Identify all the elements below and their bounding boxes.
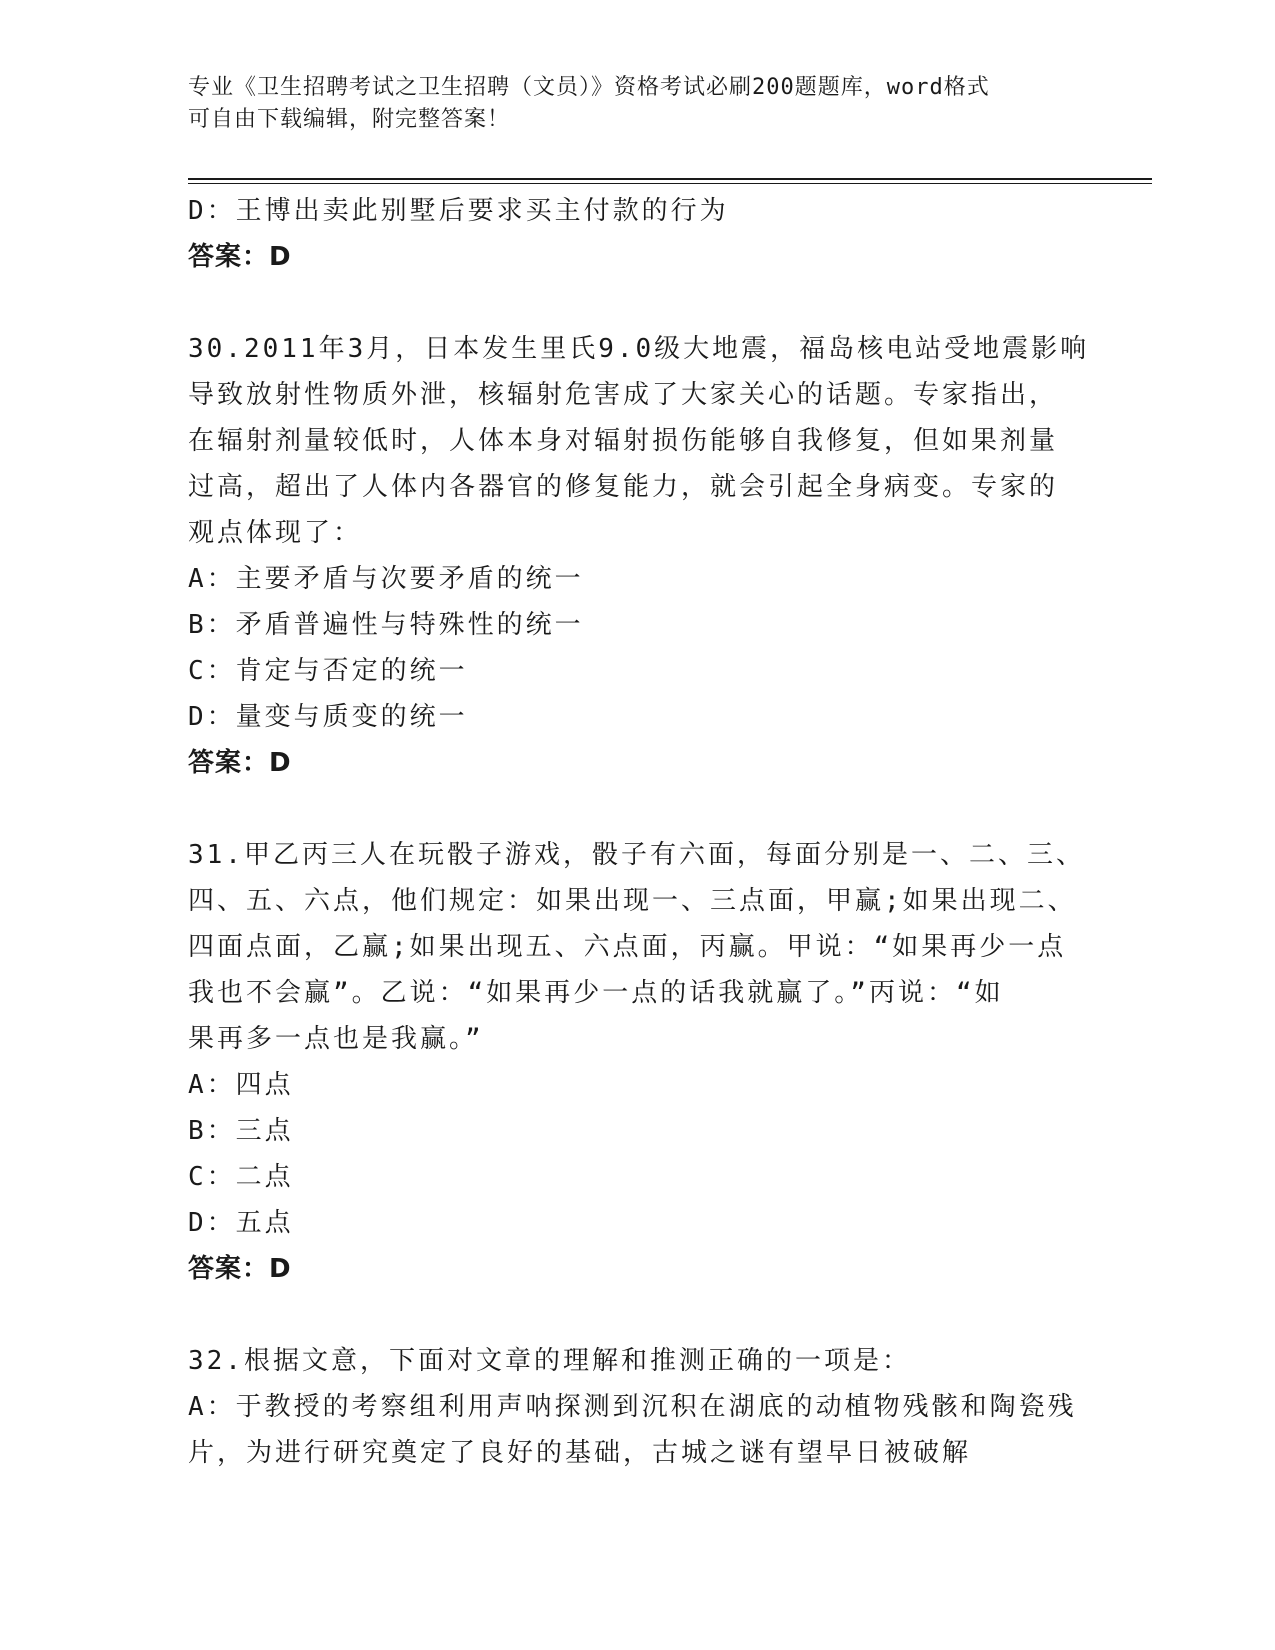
q30-answer: 答案：D xyxy=(188,748,292,778)
header-rule-thick xyxy=(188,178,1152,180)
spacer xyxy=(188,1292,1088,1338)
question-32 xyxy=(188,1338,1088,1476)
q29-answer: 答案：D xyxy=(188,242,292,272)
page-header xyxy=(188,72,1068,136)
q32-option-a-line-1: A：于教授的考察组利用声呐探测到沉积在湖底的动植物残骸和陶瓷残 xyxy=(188,1392,1077,1422)
question-content xyxy=(188,188,1088,1476)
q30-stem-line-5: 观点体现了： xyxy=(188,518,363,548)
q31-stem-line-5: 果再多一点也是我赢。” xyxy=(188,1024,484,1054)
header-title-line-2: 可自由下载编辑，附完整答案！ xyxy=(188,107,511,132)
question-30 xyxy=(188,326,1088,786)
header-title-line-1: 专业《卫生招聘考试之卫生招聘（文员）》资格考试必刷200题题库，word格式 xyxy=(188,75,990,100)
q29-option-d: D：王博出卖此别墅后要求买主付款的行为 xyxy=(188,196,729,226)
question-31 xyxy=(188,832,1088,1292)
q30-stem-line-2: 导致放射性物质外泄，核辐射危害成了大家关心的话题。专家指出， xyxy=(188,380,1059,410)
q32-stem-line-1: 32.根据文意，下面对文章的理解和推测正确的一项是： xyxy=(188,1346,911,1376)
q31-option-c: C：二点 xyxy=(188,1162,294,1192)
q30-option-b: B：矛盾普遍性与特殊性的统一 xyxy=(188,610,584,640)
q32-option-a-line-2: 片，为进行研究奠定了良好的基础，古城之谜有望早日被破解 xyxy=(188,1438,972,1468)
q30-stem-line-1: 30.2011年3月，日本发生里氏9.0级大地震，福岛核电站受地震影响 xyxy=(188,334,1090,364)
q31-stem-line-1: 31.甲乙丙三人在玩骰子游戏，骰子有六面，每面分别是一、二、三、 xyxy=(188,840,1085,870)
q30-option-c: C：肯定与否定的统一 xyxy=(188,656,468,686)
q31-stem-line-3: 四面点面，乙赢;如果出现五、六点面，丙赢。甲说：“如果再少一点 xyxy=(188,932,1067,962)
q30-stem-line-3: 在辐射剂量较低时，人体本身对辐射损伤能够自我修复，但如果剂量 xyxy=(188,426,1059,456)
q30-option-a: A：主要矛盾与次要矛盾的统一 xyxy=(188,564,584,594)
header-rule-thin xyxy=(188,183,1152,184)
spacer xyxy=(188,786,1088,832)
q30-stem-line-4: 过高，超出了人体内各器官的修复能力，就会引起全身病变。专家的 xyxy=(188,472,1059,502)
q31-option-d: D：五点 xyxy=(188,1208,294,1238)
q31-stem-line-4: 我也不会赢”。乙说：“如果再少一点的话我就赢了。”丙说：“如 xyxy=(188,978,1004,1008)
q31-option-a: A：四点 xyxy=(188,1070,294,1100)
spacer xyxy=(188,280,1088,326)
q31-stem-line-2: 四、五、六点，他们规定：如果出现一、三点面，甲赢;如果出现二、 xyxy=(188,886,1077,916)
question-29 xyxy=(188,188,1088,280)
q30-option-d: D：量变与质变的统一 xyxy=(188,702,468,732)
q31-option-b: B：三点 xyxy=(188,1116,294,1146)
q31-answer: 答案：D xyxy=(188,1254,292,1284)
